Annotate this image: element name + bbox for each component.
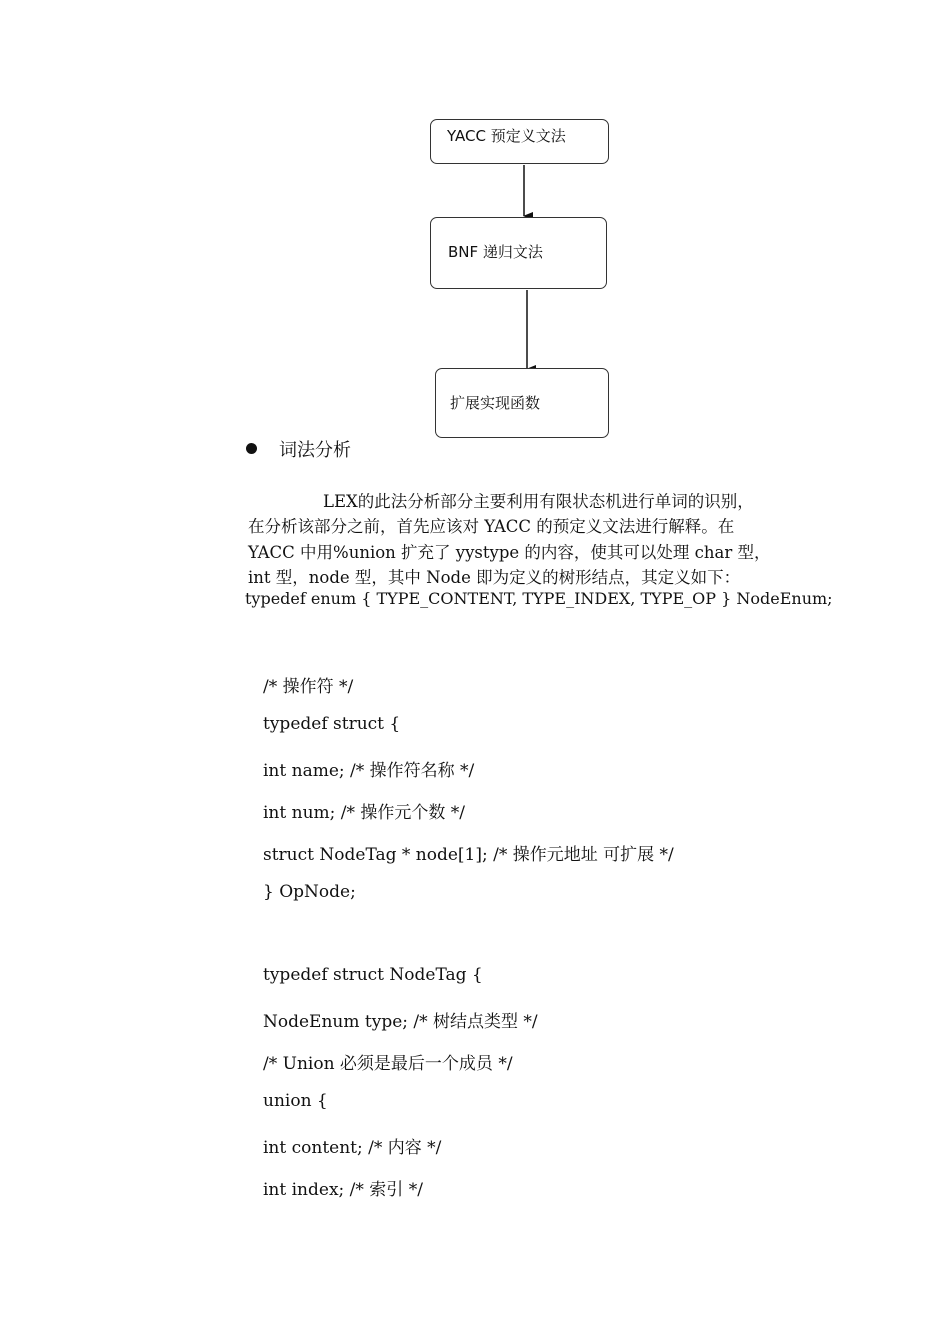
bullet-icon	[246, 443, 257, 454]
section-heading: 词法分析	[279, 440, 351, 461]
flowchart-box-label: YACC 预定义文法	[447, 127, 566, 145]
code-line: int name; /* 操作符名称 */	[263, 761, 475, 781]
code-line: struct NodeTag * node[1]; /* 操作元地址 可扩展 */	[263, 845, 674, 865]
paragraph-line: int 型，node 型，其中 Node 即为定义的树形结点，其定义如下：	[248, 568, 741, 587]
code-line: NodeEnum type; /* 树结点类型 */	[263, 1012, 538, 1032]
code-line: int index; /* 索引 */	[263, 1180, 423, 1200]
code-line: typedef struct {	[263, 714, 401, 734]
flowchart-box-extension	[435, 368, 609, 438]
flowchart-box-yacc	[430, 119, 609, 164]
flowchart-box-label: BNF 递归文法	[448, 243, 543, 261]
code-line: typedef struct NodeTag {	[263, 965, 483, 985]
code-line: } OpNode;	[263, 882, 356, 902]
code-line: /* 操作符 */	[263, 677, 354, 697]
code-line: union {	[263, 1091, 328, 1111]
code-line: int content; /* 内容 */	[263, 1138, 442, 1158]
paragraph-line: typedef enum { TYPE_CONTENT, TYPE_INDEX, TYPE_OP } NodeEnum;	[245, 589, 833, 608]
paragraph-line: LEX的此法分析部分主要利用有限状态机进行单词的识别，	[323, 492, 754, 511]
flowchart-box-label: 扩展实现函数	[450, 394, 541, 412]
flowchart-box-bnf	[430, 217, 607, 289]
code-line: /* Union 必须是最后一个成员 */	[263, 1054, 513, 1074]
paragraph-line: 在分析该部分之前，首先应该对 YACC 的预定义文法进行解释。在	[248, 517, 735, 536]
code-line: int num; /* 操作元个数 */	[263, 803, 466, 823]
paragraph-line: YACC 中用%union 扩充了 yystype 的内容，使其可以处理 char 型，	[248, 543, 771, 562]
